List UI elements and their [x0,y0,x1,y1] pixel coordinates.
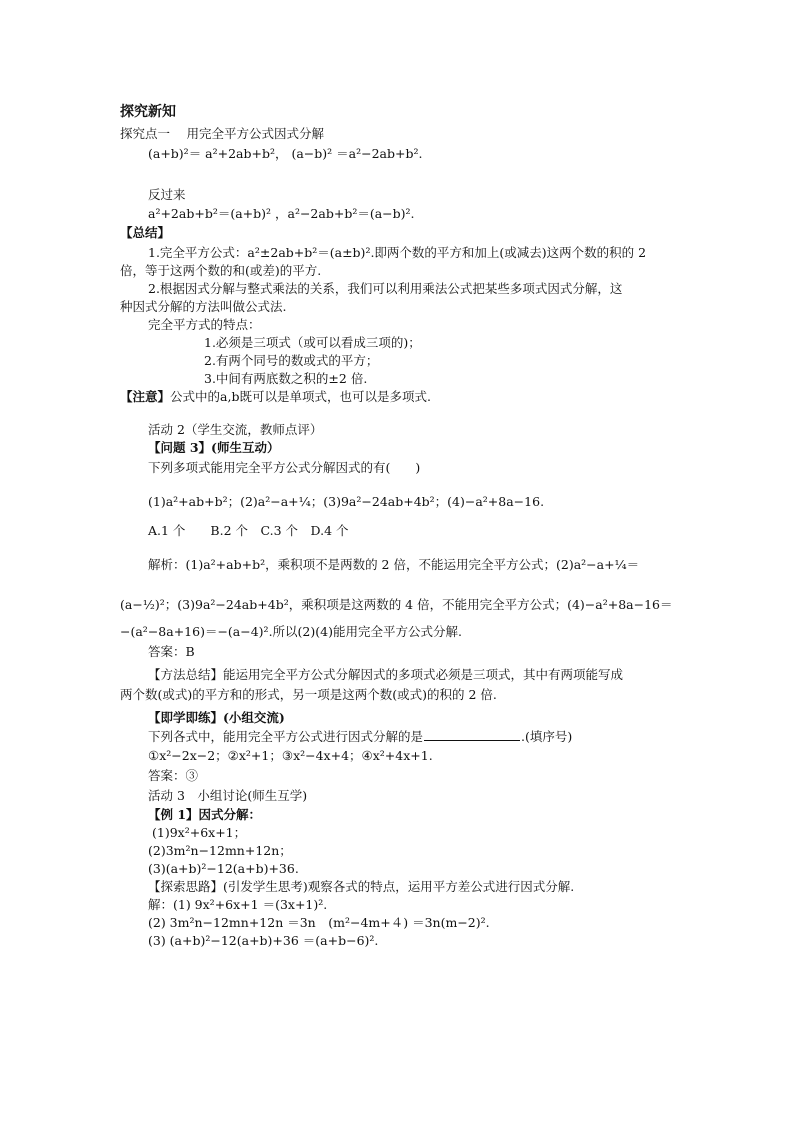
question3-text: 下列多项式能用完全平方公式分解因式的有( ) [148,460,421,475]
answer-label: 答案：B [148,644,195,659]
solution-line: (2) 3m²n−12mn+12n ＝3n (m²−4m+４) ＝3n(m−2)². [148,915,490,930]
exploration-hint: 【探索思路】(引发学生思考)观察各式的特点，运用平方差公式进行因式分解. [148,879,575,894]
question3-tag: 【问题 3】(师生互动） [148,440,280,455]
practice-question-text: 下列各式中，能用完全平方公式进行因式分解的是 [148,729,424,744]
analysis-line2: (a−½)²；(3)9a²−24ab+4b²，乘积项是这两数的 4 倍，不能用完全平方公式；(4)−a²+8a−16＝ [120,597,673,612]
note-tag: 【注意】 [120,389,171,404]
practice-question-suffix: .(填序号) [521,729,573,744]
section-heading: 探究新知 [120,104,176,120]
method-summary-line1: 【方法总结】能运用完全平方公式分解因式的多项式必须是三项式，其中有两项能写成 [148,667,624,682]
solution-line: (3) (a+b)²−12(a+b)+36 ＝(a+b−6)². [148,933,379,948]
question3-items: (1)a²+ab+b²；(2)a²−a+¼；(3)9a²−24ab+4b²；(4)−a²+8a−16. [148,494,545,509]
example-problem: (1)9x²+6x+1； [152,825,247,840]
activity2-title: 活动 2（学生交流，教师点评） [148,422,323,437]
note-line [120,388,431,406]
section1-title: 探究点一 用完全平方公式因式分解 [120,126,324,141]
example-problem: (3)(a+b)²−12(a+b)+36. [148,861,299,876]
features-title: 完全平方式的特点： [148,317,261,332]
analysis-line3: −(a²−8a+16)＝−(a−4)².所以(2)(4)能用完全平方公式分解. [120,624,462,639]
activity3-title: 活动 3 小组讨论(师生互学) [148,788,308,803]
example1-tag: 【例 1】因式分解： [148,807,262,822]
answer-blank[interactable] [424,728,520,741]
identity-formula: (a+b)²＝ a²+2ab+b²， (a−b)² ＝a²−2ab+b². [148,146,423,161]
summary-p1-line1: 1.完全平方公式：a²±2ab+b²＝(a±b)².即两个数的平方和加上(或减去)这两个数的积的 2 [148,245,647,260]
summary-tag: 【总结】 [120,225,171,240]
summary-p1-line2: 倍，等于这两个数的和(或差)的平方. [120,263,322,278]
practice-items: ①x²−2x−2；②x²+1；③x²−4x+4；④x²+4x+1. [148,748,433,763]
analysis-line1: 解析：(1)a²+ab+b²，乘积项不是两数的 2 倍，不能运用完全平方公式；(2)a²−a+¼＝ [148,557,640,572]
note-text: 公式中的a,b既可以是单项式，也可以是多项式. [170,389,431,404]
method-summary-line2: 两个数(或式)的平方和的形式，另一项是这两个数(或式)的积的 2 倍. [120,687,497,702]
reverse-label: 反过来 [148,187,186,202]
question3-options: A.1 个 B.2 个 C.3 个 D.4 个 [148,523,349,538]
practice-tag: 【即学即练】(小组交流) [148,710,285,725]
solution-line: 解：(1) 9x²+6x+1 ＝(3x+1)². [148,897,328,912]
example-problem: (2)3m²n−12mn+12n； [148,843,292,858]
practice-question [148,728,572,746]
summary-p2-line1: 2.根据因式分解与整式乘法的关系，我们可以利用乘法公式把某些多项式因式分解，这 [148,281,623,296]
feature-item: 3.中间有两底数之积的±2 倍. [204,371,368,386]
feature-item: 1.必须是三项式（或可以看成三项的)； [204,335,421,350]
reverse-formula: a²+2ab+b²＝(a+b)² ，a²−2ab+b²＝(a−b)². [148,206,415,221]
practice-answer: 答案：③ [148,768,199,783]
feature-item: 2.有两个同号的数或式的平方； [204,353,379,368]
summary-p2-line2: 种因式分解的方法叫做公式法. [120,299,287,314]
